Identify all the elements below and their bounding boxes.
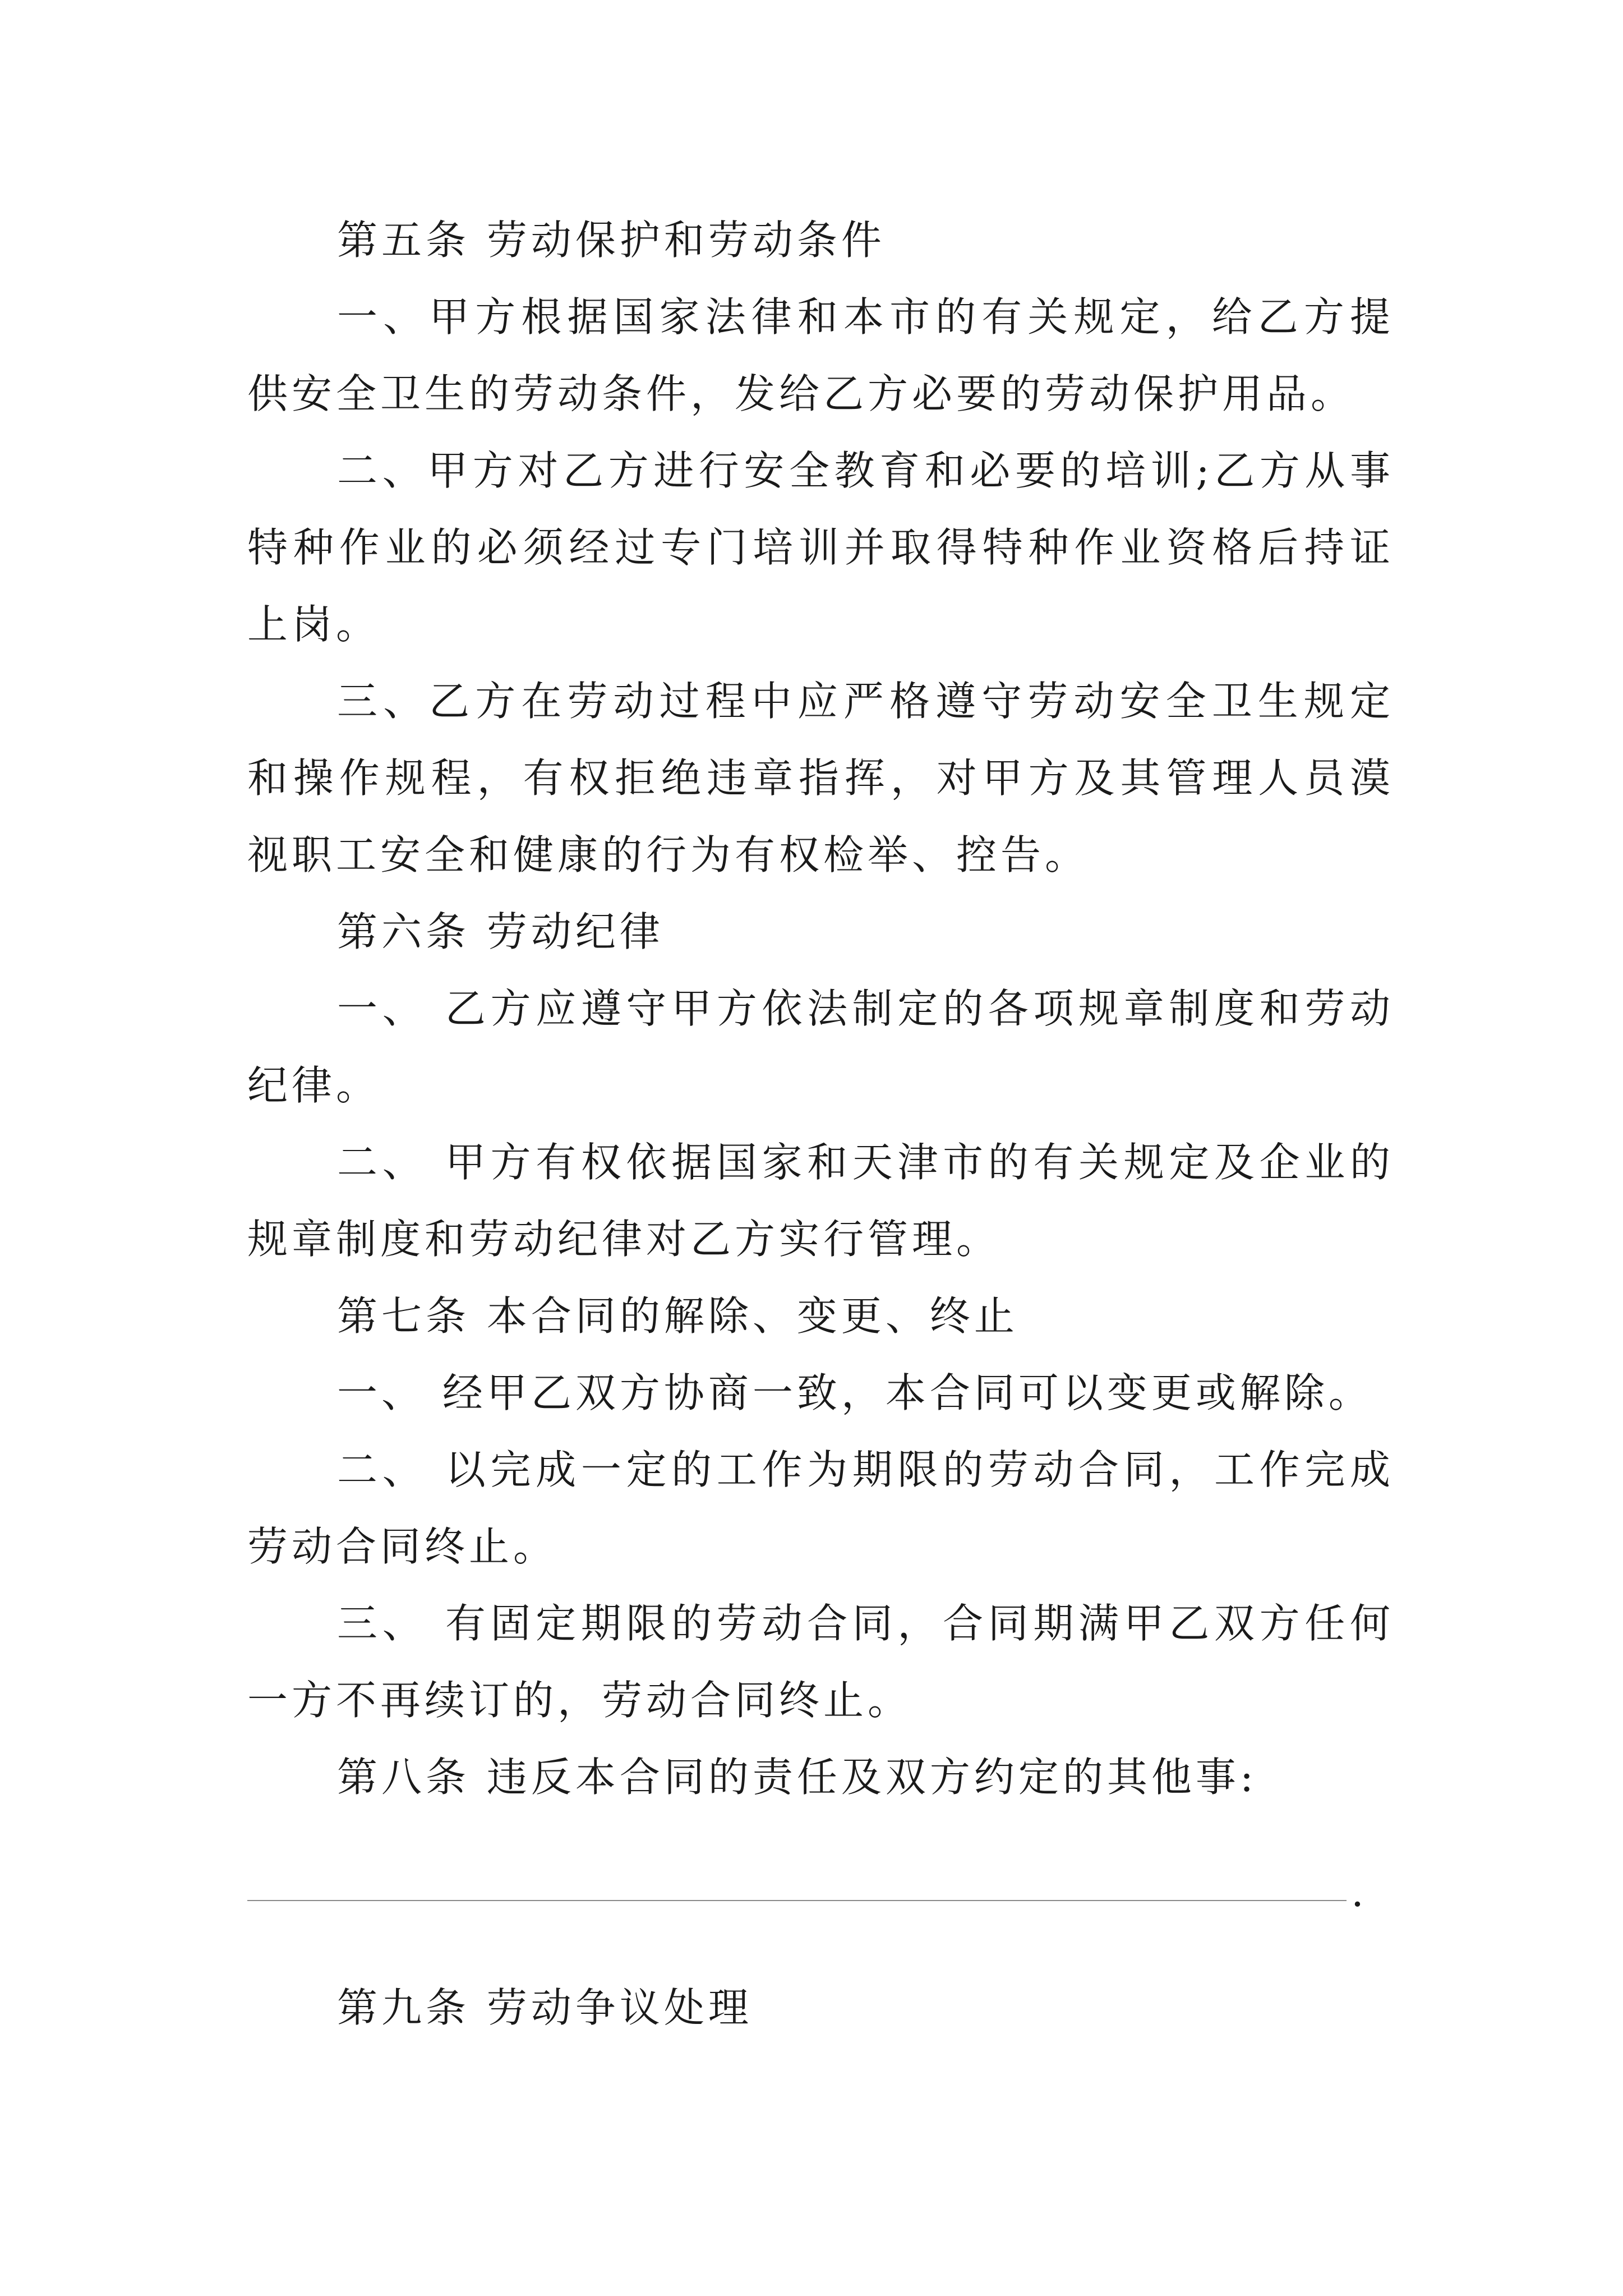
article-5-title: 第五条 劳动保护和劳动条件 (337, 217, 886, 264)
article-9-title: 第九条 劳动争议处理 (337, 1984, 753, 2031)
article-5-clause-3: 三、乙方在劳动过程中应严格遵守劳动安全卫生规定和操作规程，有权拒绝违章指挥，对甲方及其管理人员漠视职工安全和健康的行为有权检举、控告。 (247, 678, 1394, 878)
article-6-title: 第六条 劳动纪律 (337, 908, 664, 955)
article-7-clause-3: 三、 有固定期限的劳动合同，合同期满甲乙双方任何一方不再续订的，劳动合同终止。 (247, 1600, 1394, 1724)
article-5-clause-2: 二、甲方对乙方进行安全教育和必要的培训;乙方从事特种作业的必须经过专门培训并取得特种作业资格后持证上岗。 (247, 447, 1394, 648)
article-5-clause-1: 一、甲方根据国家法律和本市的有关规定，给乙方提供安全卫生的劳动条件，发给乙方必要的劳动保护用品。 (247, 293, 1394, 417)
blank-fill-line (247, 1900, 1347, 1901)
fill-line-end-mark: . (1351, 1869, 1364, 1916)
article-6-clause-1: 一、 乙方应遵守甲方依法制定的各项规章制度和劳动纪律。 (247, 985, 1394, 1109)
article-7-title: 第七条 本合同的解除、变更、终止 (337, 1292, 1018, 1340)
article-7-clause-2: 二、 以完成一定的工作为期限的劳动合同，工作完成劳动合同终止。 (247, 1446, 1394, 1570)
article-6-clause-2: 二、 甲方有权依据国家和天津市的有关规定及企业的规章制度和劳动纪律对乙方实行管理。 (247, 1139, 1394, 1263)
article-8-title: 第八条 违反本合同的责任及双方约定的其他事: (337, 1754, 1258, 1801)
article-7-clause-1: 一、 经甲乙双方协商一致，本合同可以变更或解除。 (337, 1369, 1373, 1416)
document-body (247, 202, 1394, 2046)
blank-fill-line-row (247, 1816, 1394, 1970)
